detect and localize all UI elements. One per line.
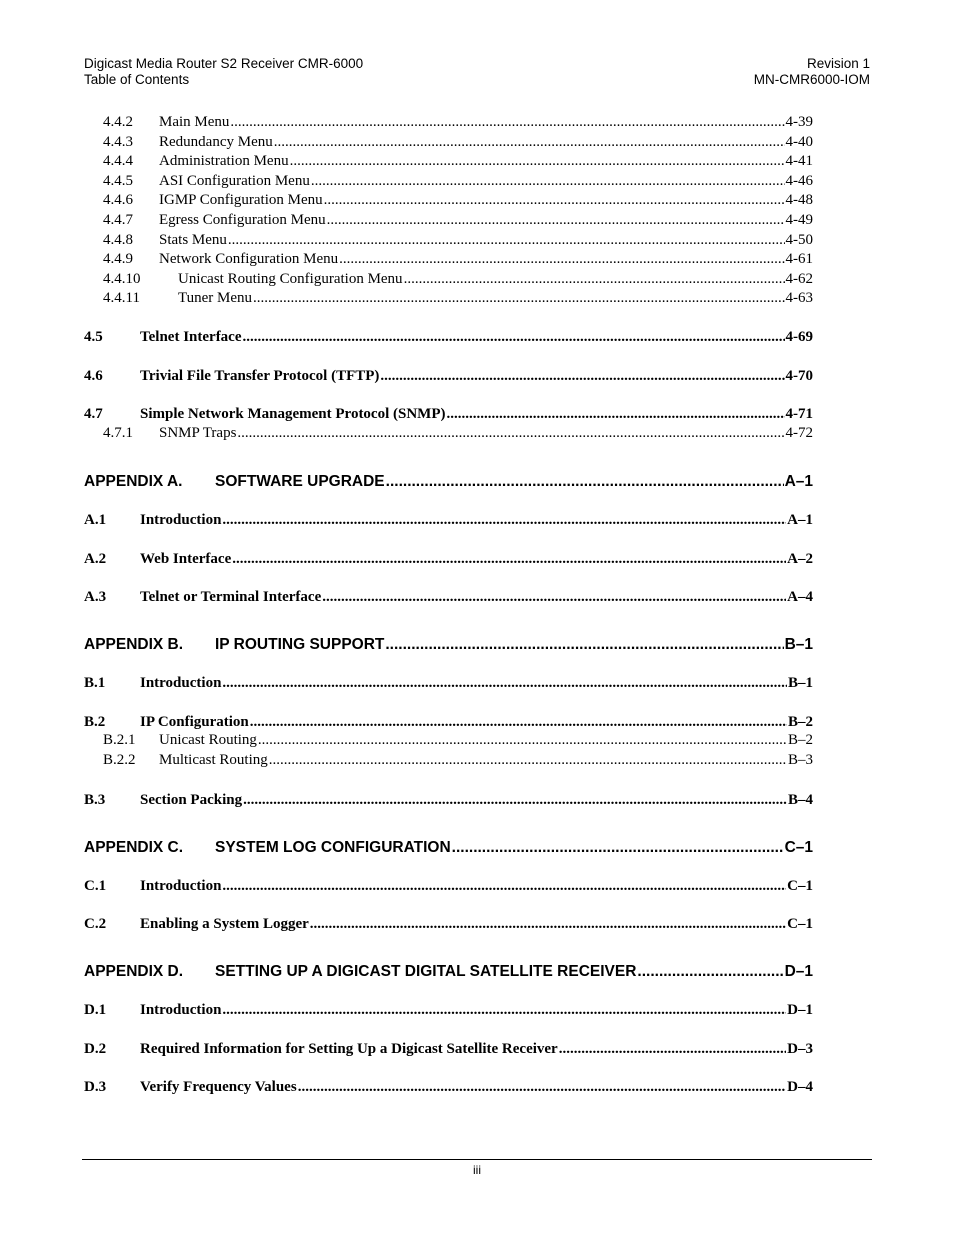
toc-entry-title: IP Configuration bbox=[140, 714, 249, 730]
toc-appendix-entry[interactable] bbox=[84, 837, 813, 859]
toc-entry-page: B–2 bbox=[787, 732, 813, 748]
toc-entry-title: IP ROUTING SUPPORT bbox=[215, 636, 385, 653]
toc-entry-title: Administration Menu bbox=[159, 153, 289, 170]
toc-entry[interactable] bbox=[84, 366, 813, 386]
toc-entry-page: B–1 bbox=[784, 636, 813, 653]
toc-entry-title: Stats Menu bbox=[159, 231, 227, 248]
toc-entry-page: 4-49 bbox=[785, 212, 813, 228]
toc-entry-number: 4.7 bbox=[84, 406, 103, 422]
toc-entry[interactable] bbox=[84, 424, 813, 444]
toc-entry[interactable] bbox=[84, 1000, 813, 1020]
toc-entry[interactable] bbox=[84, 133, 813, 153]
toc-entry[interactable] bbox=[84, 712, 813, 732]
toc-entry-title: Egress Configuration Menu bbox=[159, 212, 326, 228]
dot-leader bbox=[222, 510, 786, 530]
toc-entry-number: 4.4.8 bbox=[103, 231, 133, 248]
toc-entry-number: D.3 bbox=[84, 1079, 107, 1095]
dot-leader bbox=[404, 270, 785, 290]
toc-entry[interactable] bbox=[84, 731, 813, 751]
toc-entry-title: Introduction bbox=[140, 1002, 222, 1018]
toc-entry-title: Web Interface bbox=[140, 551, 232, 567]
toc-entry-number: 4.7.1 bbox=[103, 425, 133, 441]
toc-entry-page: A–4 bbox=[787, 589, 813, 605]
dot-leader bbox=[290, 152, 785, 172]
dot-leader bbox=[637, 961, 783, 983]
toc-entry-page: 4-70 bbox=[785, 368, 813, 384]
toc-entry-number: 4.4.5 bbox=[103, 172, 133, 189]
toc-entry-page: 4-46 bbox=[785, 172, 813, 189]
toc-entry-number: 4.4.9 bbox=[103, 251, 133, 268]
toc-entry-number: APPENDIX C. bbox=[84, 839, 184, 856]
toc-entry-title: SNMP Traps bbox=[159, 425, 237, 441]
toc-entry[interactable] bbox=[84, 270, 813, 290]
toc-entry-page: 4-48 bbox=[785, 192, 813, 209]
toc-entry-title: Section Packing bbox=[140, 792, 243, 808]
dot-leader bbox=[253, 289, 784, 309]
toc-entry-title: Introduction bbox=[140, 512, 222, 528]
toc-entry-page: 4-40 bbox=[785, 133, 813, 150]
toc-entry-number: 4.4.6 bbox=[103, 192, 133, 209]
toc-entry-number: 4.4.2 bbox=[103, 114, 133, 130]
toc-entry-number: B.2.2 bbox=[103, 752, 136, 768]
dot-leader bbox=[452, 837, 784, 859]
dot-leader bbox=[339, 250, 784, 270]
dot-leader bbox=[243, 327, 785, 347]
toc-entry-page: 4-50 bbox=[785, 231, 813, 248]
toc-entry-title: SYSTEM LOG CONFIGURATION bbox=[215, 839, 451, 856]
toc-entry-title: Redundancy Menu bbox=[159, 133, 273, 150]
dot-leader bbox=[250, 712, 787, 732]
toc-entry-page: D–4 bbox=[787, 1079, 813, 1095]
dot-leader bbox=[230, 113, 784, 133]
toc-entry[interactable] bbox=[84, 673, 813, 693]
document-number: MN-CMR6000-IOM bbox=[753, 72, 870, 87]
toc-entry-number: APPENDIX A. bbox=[84, 473, 183, 490]
toc-entry-number: A.1 bbox=[84, 512, 107, 528]
toc-entry-page: D–1 bbox=[784, 963, 813, 980]
dot-leader bbox=[559, 1039, 786, 1059]
toc-entry[interactable] bbox=[84, 327, 813, 347]
toc-entry-title: Unicast Routing bbox=[159, 732, 257, 748]
toc-entry-title: Introduction bbox=[140, 675, 222, 691]
toc-entry[interactable] bbox=[84, 152, 813, 172]
toc-entry-number: C.2 bbox=[84, 916, 107, 932]
toc-entry-page: C–1 bbox=[787, 916, 813, 932]
toc-entry-title: SETTING UP A DIGICAST DIGITAL SATELLITE RECEIVER bbox=[215, 963, 637, 980]
toc-entry-number: 4.5 bbox=[84, 329, 103, 345]
document-title: Digicast Media Router S2 Receiver CMR-6000 bbox=[84, 56, 364, 71]
toc-entry[interactable] bbox=[84, 231, 813, 251]
toc-entry[interactable] bbox=[84, 211, 813, 231]
toc-entry-title: Telnet or Terminal Interface bbox=[140, 589, 322, 605]
dot-leader bbox=[243, 790, 787, 810]
toc-entry-title: Multicast Routing bbox=[159, 752, 268, 768]
toc-entry-number: APPENDIX B. bbox=[84, 636, 184, 653]
toc-entry[interactable] bbox=[84, 510, 813, 530]
toc-entry-page: 4-39 bbox=[785, 114, 813, 130]
dot-leader bbox=[385, 634, 783, 656]
dot-leader bbox=[380, 366, 784, 386]
toc-entry-page: 4-72 bbox=[785, 425, 813, 441]
dot-leader bbox=[232, 549, 786, 569]
toc-entry[interactable] bbox=[84, 1077, 813, 1097]
toc-appendix-entry[interactable] bbox=[84, 634, 813, 656]
dot-leader bbox=[310, 914, 786, 934]
toc-entry-number: B.1 bbox=[84, 675, 106, 691]
dot-leader bbox=[386, 471, 784, 493]
toc-entry-page: A–1 bbox=[784, 473, 813, 490]
toc-entry-title: Unicast Routing Configuration Menu bbox=[178, 270, 403, 287]
toc-entry-page: 4-62 bbox=[785, 270, 813, 287]
dot-leader bbox=[324, 191, 785, 211]
dot-leader bbox=[228, 231, 785, 251]
toc-entry-title: IGMP Configuration Menu bbox=[159, 192, 323, 209]
toc-entry-number: 4.4.7 bbox=[103, 212, 133, 228]
toc-entry[interactable] bbox=[84, 404, 813, 424]
toc-entry-page: 4-63 bbox=[785, 290, 813, 307]
toc-entry-number: 4.4.3 bbox=[103, 133, 133, 150]
toc-entry-number: 4.4.11 bbox=[103, 290, 140, 307]
toc-entry-title: SOFTWARE UPGRADE bbox=[215, 473, 385, 490]
dot-leader bbox=[222, 1000, 786, 1020]
toc-entry[interactable] bbox=[84, 289, 813, 309]
dot-leader bbox=[274, 133, 785, 153]
dot-leader bbox=[222, 876, 786, 896]
toc-entry-number: 4.6 bbox=[84, 368, 103, 384]
toc-entry[interactable] bbox=[84, 172, 813, 192]
toc-entry-title: Required Information for Setting Up a Digicast Satellite Receiver bbox=[140, 1041, 558, 1057]
toc-entry-number: B.3 bbox=[84, 792, 106, 808]
toc-entry[interactable] bbox=[84, 549, 813, 569]
toc-entry-page: B–1 bbox=[787, 675, 813, 691]
toc-appendix-entry[interactable] bbox=[84, 961, 813, 983]
toc-entry-number: B.2.1 bbox=[103, 732, 136, 748]
toc-entry-title: Main Menu bbox=[159, 114, 230, 130]
page-number: iii bbox=[473, 1163, 481, 1177]
toc-entry[interactable] bbox=[84, 1039, 813, 1059]
revision-label: Revision 1 bbox=[806, 56, 870, 71]
toc-entry-number: APPENDIX D. bbox=[84, 963, 184, 980]
toc-entry-page: C–1 bbox=[784, 839, 813, 856]
dot-leader bbox=[322, 587, 786, 607]
toc-entry-page: A–1 bbox=[787, 512, 813, 528]
toc-entry[interactable] bbox=[84, 751, 813, 771]
toc-entry-number: C.1 bbox=[84, 878, 107, 894]
toc-entry-page: B–2 bbox=[787, 714, 813, 730]
toc-entry-title: Verify Frequency Values bbox=[140, 1079, 297, 1095]
toc-entry[interactable] bbox=[84, 790, 813, 810]
toc-entry[interactable] bbox=[84, 191, 813, 211]
toc-entry-title: Simple Network Management Protocol (SNMP) bbox=[140, 406, 446, 422]
toc-entry-number: A.2 bbox=[84, 551, 107, 567]
toc-entry-page: 4-69 bbox=[785, 329, 813, 345]
toc-entry-number: 4.4.10 bbox=[103, 270, 141, 287]
dot-leader bbox=[237, 424, 784, 444]
toc-entry-page: D–3 bbox=[787, 1041, 813, 1057]
toc-entry-page: 4-71 bbox=[785, 406, 813, 422]
dot-leader bbox=[222, 673, 787, 693]
toc-entry[interactable] bbox=[84, 113, 813, 133]
footer-divider bbox=[82, 1159, 872, 1160]
page-footer bbox=[0, 1163, 954, 1177]
toc-appendix-entry[interactable] bbox=[84, 471, 813, 493]
dot-leader bbox=[447, 404, 785, 424]
toc-entry-page: 4-61 bbox=[785, 251, 813, 268]
toc-entry-number: D.2 bbox=[84, 1041, 107, 1057]
toc-entry-title: Telnet Interface bbox=[140, 329, 242, 345]
dot-leader bbox=[298, 1077, 786, 1097]
toc-entry-title: Network Configuration Menu bbox=[159, 251, 339, 268]
toc-entry-number: 4.4.4 bbox=[103, 153, 133, 170]
toc-entry-page: B–3 bbox=[787, 752, 813, 768]
toc-entry-title: Tuner Menu bbox=[178, 290, 253, 307]
toc-entry[interactable] bbox=[84, 914, 813, 934]
dot-leader bbox=[269, 751, 787, 771]
dot-leader bbox=[327, 211, 785, 231]
toc-entry[interactable] bbox=[84, 587, 813, 607]
toc-entry[interactable] bbox=[84, 876, 813, 896]
toc-entry-page: C–1 bbox=[787, 878, 813, 894]
toc-entry-page: B–4 bbox=[787, 792, 813, 808]
toc-entry-page: A–2 bbox=[787, 551, 813, 567]
toc-entry-title: ASI Configuration Menu bbox=[159, 172, 310, 189]
toc-entry-number: B.2 bbox=[84, 714, 106, 730]
toc-entry-page: 4-41 bbox=[785, 153, 813, 170]
toc-entry-page: D–1 bbox=[787, 1002, 813, 1018]
toc-entry-title: Trivial File Transfer Protocol (TFTP) bbox=[140, 368, 380, 384]
toc-entry-title: Enabling a System Logger bbox=[140, 916, 309, 932]
section-title: Table of Contents bbox=[84, 72, 190, 87]
toc-entry-number: A.3 bbox=[84, 589, 107, 605]
toc-entry-number: D.1 bbox=[84, 1002, 107, 1018]
dot-leader bbox=[258, 731, 787, 751]
toc-entry[interactable] bbox=[84, 250, 813, 270]
dot-leader bbox=[311, 172, 785, 192]
toc-entry-title: Introduction bbox=[140, 878, 222, 894]
